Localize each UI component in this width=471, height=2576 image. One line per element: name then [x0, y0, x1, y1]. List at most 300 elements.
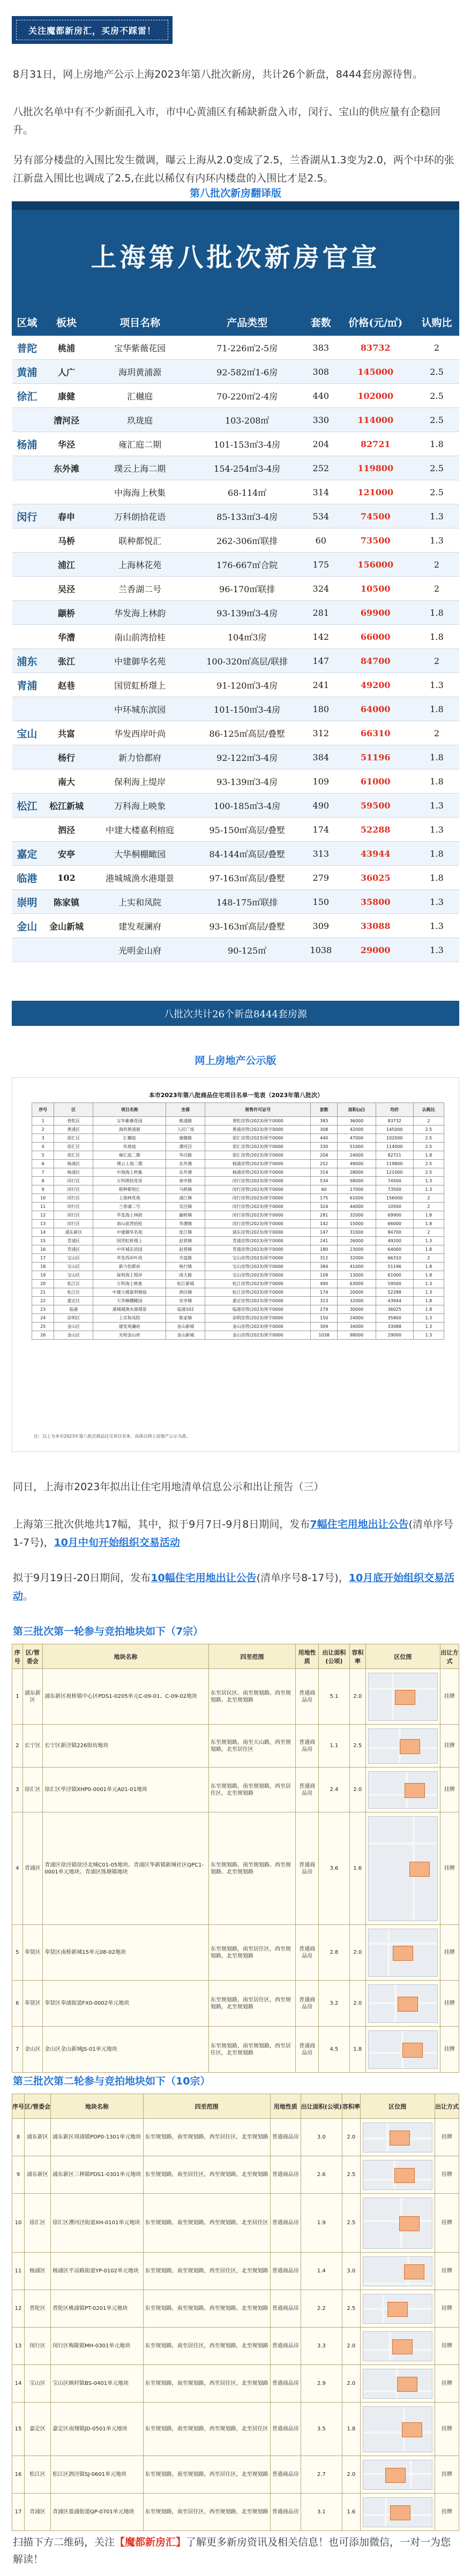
document-cell: 24 [32, 1314, 54, 1323]
land-far-cell: 1.6 [349, 1812, 365, 1925]
land-method-cell: 挂牌 [440, 1669, 459, 1725]
document-cell: 2.5 [413, 1143, 444, 1151]
land-district-cell: 浦东新区 [25, 2156, 51, 2194]
price-cell: 43944 [337, 842, 415, 866]
document-cell: 10 [32, 1194, 54, 1203]
land-no-cell: 12 [12, 2290, 25, 2328]
block-cell: 华漕 [42, 625, 91, 649]
document-cell: 142 [311, 1220, 338, 1228]
map-road [369, 1842, 437, 1845]
document-cell: 156000 [376, 1194, 413, 1203]
project-name-cell: 建发观澜府 [91, 914, 189, 938]
document-cell: 24000 [338, 1314, 376, 1323]
banner-text: 关注魔都新房汇，买房不踩雷！ [28, 25, 156, 36]
land-parcel [390, 2131, 410, 2146]
document-cell: 2 [413, 1194, 444, 1203]
table-row [12, 1767, 459, 1812]
land-area-cell: 3.0 [301, 2119, 342, 2156]
table-row [32, 1143, 444, 1151]
land-header-cell: 容积率 [349, 1644, 365, 1669]
document-cell: 114000 [376, 1143, 413, 1151]
price-cell: 69900 [337, 601, 415, 625]
land-district-cell: 松江区 [25, 2456, 51, 2494]
block-cell: 松江新城 [42, 794, 91, 818]
project-name-cell: 光明金山府 [91, 938, 189, 962]
announcement-header-cell: 板块 [42, 309, 91, 336]
document-cell: 吴泾镇 [166, 1203, 205, 1211]
document-cell: 闵行房管(2023)预字0000 [205, 1203, 311, 1211]
ratio-cell: 2 [415, 649, 459, 673]
announcement-title: 上海第八批次新房官宣 [91, 242, 380, 273]
land-map-cell [360, 2156, 435, 2194]
document-cell: 1.3 [413, 1237, 444, 1245]
units-cell: 180 [305, 697, 337, 721]
block-cell: 102 [42, 866, 91, 890]
land-use-cell: 普通商品房 [296, 1925, 319, 1981]
location-map [363, 2122, 432, 2152]
land-use-cell: 普通商品房 [270, 2365, 301, 2403]
document-cell: 42000 [338, 1125, 376, 1134]
document-cell: 47000 [338, 1134, 376, 1143]
footer-post: 了解更多新房资讯及相关信息！也可添加微信，一对一为您解读！ [13, 2536, 451, 2565]
document-cell: 浦东新区 [54, 1228, 93, 1237]
land-boundary-cell: 东至规划路，南至规划路，西至居住区，北至规划路 [143, 2456, 270, 2494]
document-cell: 26 [32, 1331, 54, 1340]
document-cell: 33088 [376, 1323, 413, 1331]
units-cell: 440 [305, 384, 337, 408]
document-cell: 10500 [376, 1203, 413, 1211]
land-use-cell: 普通商品房 [270, 2456, 301, 2494]
table-row [12, 408, 459, 432]
land-method-cell: 挂牌 [435, 2403, 459, 2456]
location-map [363, 2197, 432, 2249]
document-cell: 黄浦区 [54, 1125, 93, 1134]
document-header-cell: 项目名称 [93, 1103, 166, 1117]
table-row [12, 866, 459, 890]
document-cell: 23 [32, 1305, 54, 1314]
block-cell: 金山新城 [42, 914, 91, 938]
land-far-cell: 2.0 [342, 2456, 360, 2494]
land-far-cell: 2.5 [342, 2156, 360, 2194]
document-cell: 1.8 [413, 1271, 444, 1280]
land-boundary-cell: 东至规划路，南至规划路，西至居住区，北至规划路 [208, 2027, 295, 2073]
document-cell: 82721 [376, 1151, 413, 1160]
land-parcel [395, 1690, 415, 1705]
document-cell: 60 [311, 1185, 338, 1194]
land-parcel [387, 2302, 408, 2317]
units-cell: 60 [305, 528, 337, 553]
price-cell: 145000 [337, 360, 415, 384]
map-road [389, 2332, 391, 2361]
product-type-cell: 96-170㎡联排 [189, 577, 305, 601]
table-row [12, 673, 459, 697]
table-row [12, 890, 459, 914]
ratio-cell: 2 [415, 721, 459, 745]
district-cell [12, 528, 42, 553]
district-cell: 松江 [12, 794, 42, 818]
block-cell: 东外滩 [42, 456, 91, 480]
land-use-cell: 普通商品房 [270, 2494, 301, 2531]
product-type-cell: 71-226㎡2-5房 [189, 336, 305, 360]
document-cell: 18 [32, 1263, 54, 1271]
document-header-cell: 区 [54, 1103, 93, 1117]
units-cell: 109 [305, 769, 337, 794]
land-no-cell: 13 [12, 2328, 25, 2365]
land-district-cell: 嘉定区 [25, 2403, 51, 2456]
document-cell: 宝山房管(2023)预字0000 [205, 1263, 311, 1271]
units-cell: 312 [305, 721, 337, 745]
document-cell: 宝山房管(2023)预字0000 [205, 1254, 311, 1263]
price-cell: 114000 [337, 408, 415, 432]
land-far-cell: 1.6 [342, 2494, 360, 2531]
land-no-cell: 17 [12, 2494, 25, 2531]
land-use-cell: 普通商品房 [270, 2253, 301, 2290]
document-cell: 赵巷镇 [166, 1237, 205, 1245]
ratio-cell: 2 [415, 577, 459, 601]
district-cell: 崇明 [12, 890, 42, 914]
document-cell: 港城城渔水港璟景 [93, 1305, 166, 1314]
document-cell: 宝山区 [54, 1263, 93, 1271]
document-cell: 66310 [376, 1254, 413, 1263]
document-cell: 杨行镇 [166, 1263, 205, 1271]
document-cell: 3 [32, 1134, 54, 1143]
ratio-cell: 2.5 [415, 408, 459, 432]
document-cell: 保利海上缇岸 [93, 1271, 166, 1280]
footer-brand[interactable]: 【魔都新房汇】 [115, 2536, 186, 2548]
table-row [32, 1211, 444, 1220]
document-cell: 崇明房管(2023)预字0000 [205, 1314, 311, 1323]
document-cell: 璞云上海二期 [93, 1160, 166, 1168]
document-cell: 杨浦区 [54, 1168, 93, 1177]
land-map-cell [360, 2365, 435, 2403]
land-use-cell: 普通商品房 [296, 1812, 319, 1925]
document-cell: 36000 [338, 1117, 376, 1125]
land-area-cell: 1.4 [301, 2253, 342, 2290]
land-map-cell [365, 1925, 440, 1981]
land-parcel [397, 2377, 417, 2392]
table-row [12, 721, 459, 745]
table-row [12, 2403, 459, 2456]
project-name-cell: 南山前湾拾桂 [91, 625, 189, 649]
document-cell: 309 [311, 1323, 338, 1331]
ratio-cell: 1.3 [415, 528, 459, 553]
district-cell: 杨浦 [12, 432, 42, 456]
ratio-cell: 1.8 [415, 432, 459, 456]
document-cell: 59500 [376, 1280, 413, 1288]
land-intro-3 [13, 1569, 458, 1605]
document-cell: 383 [311, 1117, 338, 1125]
map-road [382, 2294, 384, 2323]
document-cell: 宝山区 [54, 1271, 93, 1280]
map-road [387, 1929, 390, 1976]
document-cell: 松江区 [54, 1288, 93, 1297]
document-cell: 闵行区 [54, 1185, 93, 1194]
block-cell: 颛桥 [42, 601, 91, 625]
land-header-cell: 区位图 [365, 1644, 440, 1669]
ratio-cell: 1.8 [415, 625, 459, 649]
land-far-cell: 2.0 [342, 2328, 360, 2365]
document-cell: 17000 [338, 1185, 376, 1194]
block-cell: 赵巷 [42, 673, 91, 697]
document-cell: 杨浦房管(2023)预字0000 [205, 1168, 311, 1177]
document-cell: 32000 [338, 1211, 376, 1220]
document-cell: 国贸虹桥璟上 [93, 1237, 166, 1245]
district-cell [12, 818, 42, 842]
product-type-cell: 93-163㎡高层/叠墅 [189, 914, 305, 938]
units-cell: 490 [305, 794, 337, 818]
document-cell: 玖珑庭 [93, 1143, 166, 1151]
price-cell: 51196 [337, 745, 415, 769]
document-cell: 44000 [338, 1203, 376, 1211]
land-header-cell: 出让方式 [435, 2094, 459, 2119]
document-cell: 东外滩 [166, 1160, 205, 1168]
table-row [32, 1151, 444, 1160]
document-cell: 52288 [376, 1288, 413, 1297]
document-cell: 241 [311, 1237, 338, 1245]
document-cell: 雍汇庭二期 [93, 1151, 166, 1160]
document-cell: 1.8 [413, 1151, 444, 1160]
land-name-cell: 松江区泗泾镇SJ-0601单元地块 [51, 2456, 144, 2494]
land-intro-2 [13, 1515, 458, 1552]
block-cell: 南大 [42, 769, 91, 794]
document-cell: 南山前湾拾桂 [93, 1220, 166, 1228]
land-area-cell: 2.8 [319, 1925, 350, 1981]
land-district-cell: 金山区 [23, 2027, 43, 2073]
table-row [12, 1669, 459, 1725]
document-cell: 金山区 [54, 1323, 93, 1331]
document-cell: 180 [311, 1245, 338, 1254]
land-announcement-link-2[interactable]: 10幅住宅用地出让公告 [151, 1572, 257, 1584]
land-name-cell: 奉贤区奉浦街道FX0-0002单元地块 [43, 1981, 209, 2027]
location-map [368, 1929, 438, 1977]
document-cell: 嘉定房管(2023)预字0000 [205, 1297, 311, 1305]
land-method-cell: 挂牌 [435, 2456, 459, 2494]
location-map [368, 1816, 438, 1921]
land-area-cell: 1.9 [301, 2194, 342, 2253]
document-cell: 杨浦房管(2023)预字0000 [205, 1160, 311, 1168]
product-type-cell: 101-150㎡3-4房 [189, 697, 305, 721]
table-row [32, 1228, 444, 1237]
document-cell: 闵行房管(2023)预字0000 [205, 1177, 311, 1185]
location-map [368, 2030, 438, 2069]
land-far-cell: 2.0 [349, 1925, 365, 1981]
announcement-table [12, 308, 459, 962]
land-name-cell: 普陀区桃浦镇PT-0201单元地块 [51, 2290, 144, 2328]
location-map [368, 1984, 438, 2023]
document-cell: 桃浦路 [166, 1117, 205, 1125]
document-cell: 浦江镇 [166, 1194, 205, 1203]
document-cell: 金山区 [54, 1331, 93, 1340]
document-cell: 2.5 [413, 1125, 444, 1134]
table-row [12, 2365, 459, 2403]
document-cell: 张江镇 [166, 1228, 205, 1237]
document-cell: 20 [32, 1280, 54, 1288]
units-cell: 324 [305, 577, 337, 601]
price-cell: 36025 [337, 866, 415, 890]
announcement-footer: 八批次共计26个新盘8444套房源 [12, 1001, 459, 1026]
block-cell: 杨行 [42, 745, 91, 769]
land-map-cell [360, 2494, 435, 2531]
document-cell: 人民广场 [166, 1125, 205, 1134]
product-type-cell: 148-175㎡联排 [189, 890, 305, 914]
document-cell: 2.5 [413, 1160, 444, 1168]
table-row [12, 528, 459, 553]
document-cell: 徐汇房管(2023)预字0000 [205, 1143, 311, 1151]
document-cell: 7 [32, 1168, 54, 1177]
document-cell: 共富路 [166, 1254, 205, 1263]
table-row [12, 1725, 459, 1767]
table-row [12, 769, 459, 794]
document-cell: 徐汇区 [54, 1134, 93, 1143]
land-method-cell: 挂牌 [435, 2494, 459, 2531]
table-row [12, 818, 459, 842]
land-header-cell: 用地性质 [296, 1644, 319, 1669]
document-cell: 2 [413, 1203, 444, 1211]
document-cell: 14 [32, 1228, 54, 1237]
district-cell: 徐汇 [12, 384, 42, 408]
land-intro-3-end: 。 [23, 1590, 34, 1602]
map-road [369, 1794, 437, 1796]
document-cell: 1.8 [413, 1211, 444, 1220]
table-row [32, 1185, 444, 1194]
document-cell: 1.3 [413, 1331, 444, 1340]
district-cell [12, 601, 42, 625]
document-cell: 16 [32, 1245, 54, 1254]
document-cell: 青浦区 [54, 1237, 93, 1245]
document-cell: 147 [311, 1228, 338, 1237]
document-cell: 26000 [338, 1237, 376, 1245]
document-cell: 281 [311, 1211, 338, 1220]
land-area-cell: 2.9 [301, 2365, 342, 2403]
land-header-cell: 区/管委会 [25, 2094, 51, 2119]
project-name-cell: 中环城东滨园 [91, 697, 189, 721]
table-row [12, 2290, 459, 2328]
project-name-cell: 汇樾庭 [91, 384, 189, 408]
land-intro-3-mid: (清单序号8-17号)， [256, 1572, 349, 1584]
units-cell: 309 [305, 914, 337, 938]
document-cell: 2.5 [413, 1168, 444, 1177]
document-cell: 青浦房管(2023)预字0000 [205, 1245, 311, 1254]
document-cell: 闵行区 [54, 1194, 93, 1203]
document-cell: 51000 [338, 1143, 376, 1151]
map-road [363, 2220, 432, 2222]
land-method-cell: 挂牌 [440, 1767, 459, 1812]
table-row [32, 1160, 444, 1168]
document-cell: 8 [32, 1177, 54, 1185]
land-map-cell [360, 2119, 435, 2156]
land-name-cell: 徐汇区华泾镇XHP0-0001单元A01-01地块 [43, 1767, 209, 1812]
document-cell: 119800 [376, 1160, 413, 1168]
land-no-cell: 2 [12, 1725, 23, 1767]
price-cell: 61000 [337, 769, 415, 794]
location-map [363, 2369, 432, 2399]
ratio-cell: 1.3 [415, 914, 459, 938]
location-map [368, 1673, 438, 1721]
table-row [12, 384, 459, 408]
table-row [12, 2456, 459, 2494]
land-map-cell [360, 2403, 435, 2456]
land-map-cell [365, 1669, 440, 1725]
land-parcel [392, 2339, 413, 2354]
document-cell: 13 [32, 1220, 54, 1228]
document-cell: 36025 [376, 1305, 413, 1314]
document-cell: 大华桐棚瞰园 [93, 1297, 166, 1305]
document-cell: 63000 [338, 1280, 376, 1288]
ratio-cell: 2.5 [415, 384, 459, 408]
land-use-cell: 普通商品房 [270, 2403, 301, 2456]
project-name-cell: 万科海上映象 [91, 794, 189, 818]
location-map [368, 1728, 438, 1764]
document-cell: 98000 [338, 1331, 376, 1340]
land-method-cell: 挂牌 [435, 2253, 459, 2290]
follow-banner [12, 16, 173, 44]
land-method-cell: 挂牌 [440, 2027, 459, 2073]
land-intro-1: 同日，上海市2023年拟出让住宅用地清单信息公示和出让预告（三） [13, 1481, 324, 1493]
project-name-cell: 万科朗拾花语 [91, 504, 189, 528]
land-district-cell: 奉贤区 [23, 1925, 43, 1981]
block-cell: 陈家镇 [42, 890, 91, 914]
intro-paragraph-2: 八批次名单中有不少新面孔入市，市中心黄浦区有稀缺新盘入市，闵行、宝山的供应量有企稳回升。 [13, 106, 441, 136]
intro-paragraph-3: 另有部分楼盘的入围比发生微调，曝云上海从2.0变成了2.5，兰香湖从1.3变为2.0，两个中环的张江新盘入围比也调成了2.5,在此以稀仅有内环内楼盘的入围比才是2.5。 [13, 154, 454, 184]
project-name-cell: 璞云上海二期 [91, 456, 189, 480]
land-map-cell [365, 2027, 440, 2073]
table-row [32, 1134, 444, 1143]
land-header-cell: 容积率 [342, 2094, 360, 2119]
document-cell: 中环城东滨园 [93, 1245, 166, 1254]
block-cell [42, 938, 91, 962]
units-cell: 534 [305, 504, 337, 528]
document-cell: 313 [311, 1297, 338, 1305]
land-area-cell: 5.1 [319, 1669, 350, 1725]
product-type-cell: 90-125㎡ [189, 938, 305, 962]
table-row [12, 914, 459, 938]
table-row [12, 2328, 459, 2365]
price-cell: 10500 [337, 577, 415, 601]
land-round2-table [12, 2094, 459, 2531]
product-type-cell: 95-150㎡高层/叠墅 [189, 818, 305, 842]
block-cell: 泗泾 [42, 818, 91, 842]
price-cell: 52288 [337, 818, 415, 842]
price-cell: 66310 [337, 721, 415, 745]
document-cell: 2.5 [413, 1134, 444, 1143]
land-far-cell: 2.5 [342, 2290, 360, 2328]
land-district-cell: 浦东新区 [23, 1669, 43, 1725]
land-name-cell: 浦东新区祝桥镇中心区PDS1-0205单元C-09-01、C-09-02地块 [43, 1669, 209, 1725]
document-cell: 174 [311, 1288, 338, 1297]
land-no-cell: 9 [12, 2156, 25, 2194]
district-cell: 青浦 [12, 673, 42, 697]
land-header-cell: 出让面积(公顷) [301, 2094, 342, 2119]
map-road [410, 2460, 412, 2489]
land-far-cell: 1.8 [349, 2027, 365, 2073]
ratio-cell: 2.5 [415, 480, 459, 504]
document-cell: 临港 [54, 1305, 93, 1314]
land-announcement-link-1[interactable]: 7幅住宅用地出让公告 [310, 1519, 409, 1530]
price-cell: 121000 [337, 480, 415, 504]
land-district-cell: 宝山区 [25, 2365, 51, 2403]
land-boundary-cell: 东至规划路、南至规划路、西至规划路、北至规划路 [208, 1812, 295, 1925]
block-cell: 安亭 [42, 842, 91, 866]
location-map [363, 2406, 432, 2452]
district-cell [12, 938, 42, 962]
block-cell: 浦江 [42, 553, 91, 577]
land-header-cell: 序号 [12, 2094, 25, 2119]
table-row [32, 1168, 444, 1177]
land-boundary-cell: 东至规划路，南至居住区，西至规划路，北至规划路 [208, 1981, 295, 2027]
document-cell: 1.3 [413, 1185, 444, 1194]
document-header-cell: 序号 [32, 1103, 54, 1117]
land-district-cell: 杨浦区 [25, 2253, 51, 2290]
